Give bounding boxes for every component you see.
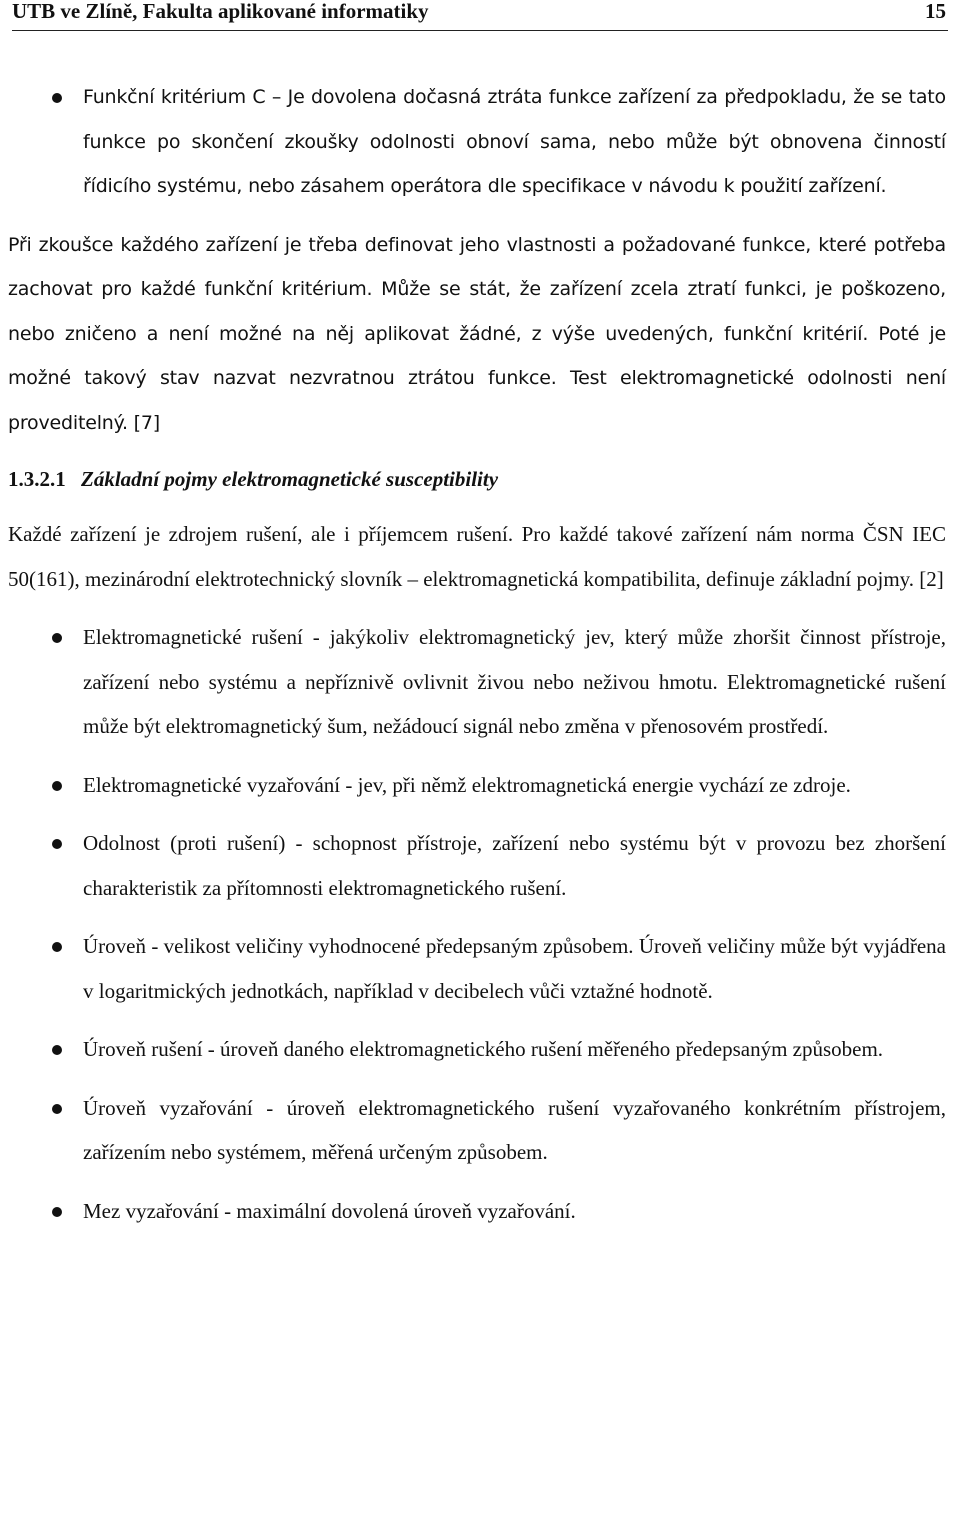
- list-item: [8, 924, 946, 1013]
- section-number: 1.3.2.1: [8, 467, 66, 491]
- bullet-icon: [52, 942, 62, 952]
- list-item-text: Úroveň - velikost veličiny vyhodnocené předepsaným způsobem. Úroveň veličiny může být vyjádřena v logaritmických jednotkách, například v decibelech vůči vztažné hodnotě.: [83, 934, 946, 1003]
- list-item: [8, 75, 946, 209]
- list-item: [8, 1086, 946, 1175]
- list-item-text: Elektromagnetické rušení - jakýkoliv elektromagnetický jev, který může zhoršit činnost přístroje, zařízení nebo systému a nepříznivě ovlivnit živou nebo neživou hmotu. Elektromagnetické rušení může být elektromagnetický šum, nežádoucí signál nebo změna v přenosovém prostředí.: [83, 625, 946, 738]
- paragraph: Při zkoušce každého zařízení je třeba definovat jeho vlastnosti a požadované funkce, které potřeba zachovat pro každé funkční kritérium. Může se stát, že zařízení zcela ztratí funkci, je poškozeno, nebo zničeno a není možné na něj aplikovat žádné, z výše uvedených, funkční kritérií. Poté je možné takový stav nazvat nezvratnou ztrátou funkce. Test elektromagnetické odolnosti není proveditelný. [7]: [8, 233, 946, 434]
- list-item-text: Mez vyzařování - maximální dovolená úroveň vyzařování.: [83, 1198, 576, 1223]
- list-item: [8, 1189, 946, 1234]
- list-item-text: Odolnost (proti rušení) - schopnost přístroje, zařízení nebo systému být v provozu bez zhoršení charakteristik za přítomnosti elektromagnetického rušení.: [83, 831, 946, 900]
- page-header: [12, 0, 948, 31]
- paragraph: Každé zařízení je zdrojem rušení, ale i příjemcem rušení. Pro každé takové zařízení nám norma ČSN IEC 50(161), mezinárodní elektrotechnický slovník – elektromagnetická kompatibilita, definuje základní pojmy. [2]: [8, 522, 946, 591]
- bullet-icon: [52, 93, 62, 103]
- section-heading: [8, 457, 952, 501]
- list-item: [8, 1027, 946, 1072]
- bullet-icon: [52, 1104, 62, 1114]
- header-title: UTB ve Zlíně, Fakulta aplikované informatiky: [12, 0, 429, 23]
- list-item: [8, 821, 946, 910]
- criteria-list: [8, 75, 952, 209]
- list-item: [8, 763, 946, 808]
- page-number: 15: [925, 0, 946, 23]
- definitions-list: [8, 615, 952, 1233]
- list-item-text: Elektromagnetické vyzařování - jev, při němž elektromagnetická energie vychází ze zdroje.: [83, 772, 851, 797]
- list-item-text: Funkční kritérium C – Je dovolena dočasná ztráta funkce zařízení za předpokladu, že se tato funkce po skončení zkoušky odolnosti obnoví sama, nebo může být obnovena činností řídicího systému, nebo zásahem operátora dle specifikace v návodu k použití zařízení.: [83, 86, 946, 197]
- section-title: Základní pojmy elektromagnetické susceptibility: [81, 467, 499, 491]
- bullet-icon: [52, 839, 62, 849]
- bullet-icon: [52, 781, 62, 791]
- bullet-icon: [52, 1207, 62, 1217]
- bullet-icon: [52, 1045, 62, 1055]
- list-item-text: Úroveň rušení - úroveň daného elektromagnetického rušení měřeného předepsaným způsobem.: [83, 1037, 884, 1061]
- bullet-icon: [52, 633, 62, 643]
- list-item-text: Úroveň vyzařování - úroveň elektromagnetického rušení vyzařovaného konkrétním přístrojem, zařízením nebo systémem, měřená určeným způsobem.: [83, 1095, 946, 1164]
- list-item: [8, 615, 946, 749]
